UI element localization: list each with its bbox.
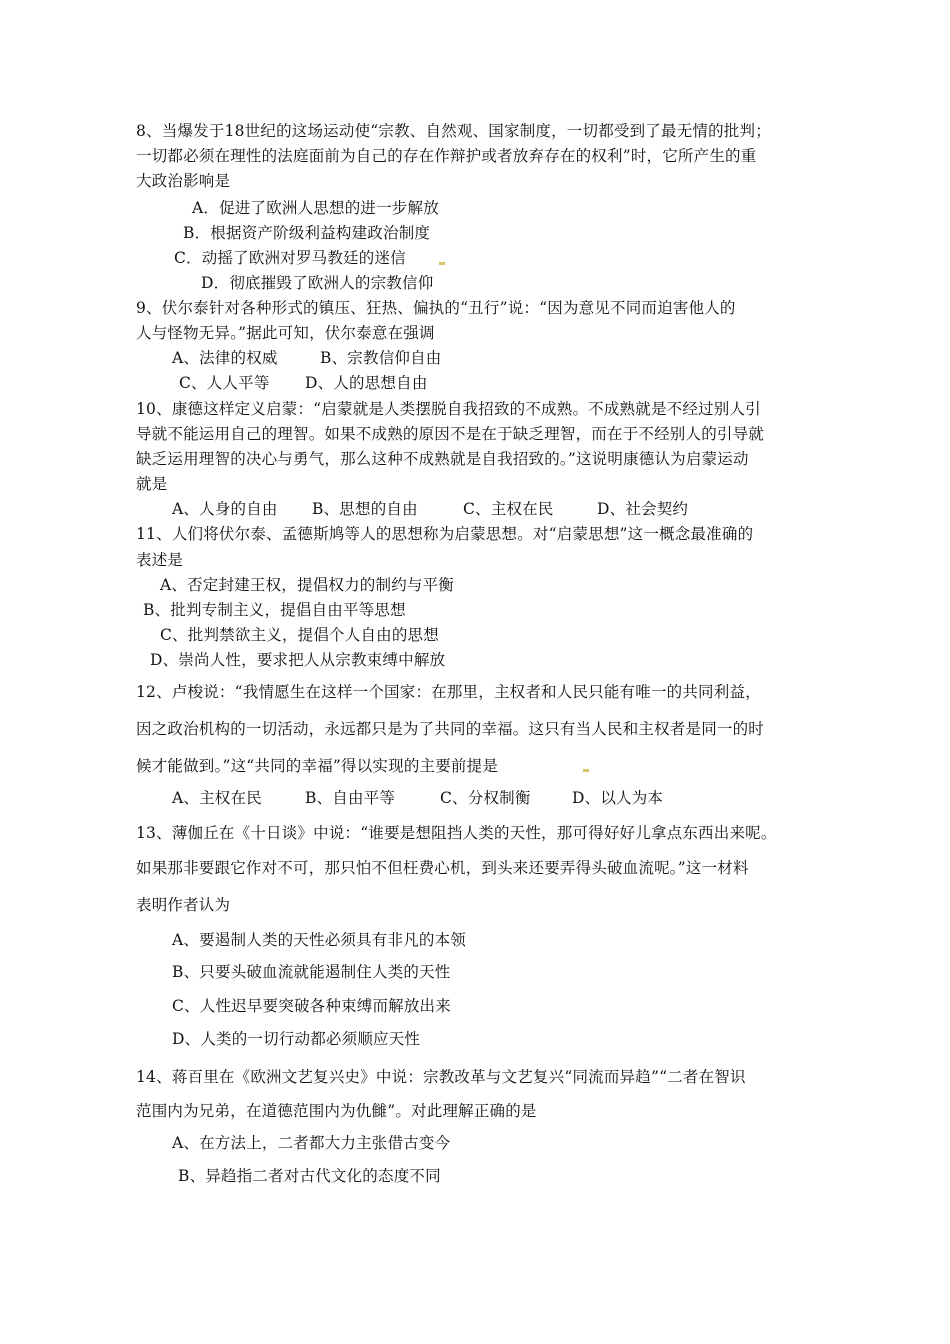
- q13-option-a: A、要遏制人类的天性必须具有非凡的本领: [172, 931, 466, 949]
- q14-option-b: B、异趋指二者对古代文化的态度不同: [178, 1167, 441, 1185]
- q12-stem-line-3: 候才能做到。”这“共同的幸福”得以实现的主要前提是: [136, 757, 499, 775]
- q11-option-b: B、批判专制主义，提倡自由平等思想: [143, 601, 406, 619]
- q13-stem-line-2: 如果那非要跟它作对不可，那只怕不但枉费心机，到头来还要弄得头破血流呢。”这一材料: [136, 859, 749, 877]
- q10-stem-line-4: 就是: [136, 475, 168, 493]
- q13-stem-line-1: 13、薄伽丘在《十日谈》中说：“谁要是想阻挡人类的天性，那可得好好儿拿点东西出来呢。: [136, 824, 777, 842]
- highlight-mark: [439, 262, 445, 265]
- q13-option-d: D、人类的一切行动都必须顺应天性: [172, 1030, 421, 1048]
- q14-stem-line-2: 范围内为兄弟，在道德范围内为仇雠”。对此理解正确的是: [136, 1102, 537, 1120]
- q12-option-a: A、主权在民: [172, 789, 262, 807]
- q9-option-c: C、人人平等: [179, 374, 270, 392]
- q8-stem-line-1: 8、当爆发于18世纪的这场运动使“宗教、自然观、国家制度，一切都受到了最无情的批判；: [136, 122, 771, 140]
- q8-option-c: C．动摇了欧洲对罗马教廷的迷信: [174, 249, 406, 267]
- q14-option-a: A、在方法上，二者都大力主张借古变今: [172, 1134, 451, 1152]
- q10-option-c: C、主权在民: [463, 500, 554, 518]
- highlight-mark: [583, 769, 589, 772]
- q10-option-a: A、人身的自由: [172, 500, 278, 518]
- q12-option-c: C、分权制衡: [440, 789, 531, 807]
- q14-stem-line-1: 14、蒋百里在《欧洲文艺复兴史》中说：宗教改革与文艺复兴“同流而异趋”“二者在智识: [136, 1068, 746, 1086]
- q11-stem-line-1: 11、人们将伏尔泰、孟德斯鸠等人的思想称为启蒙思想。对“启蒙思想”这一概念最准确的: [136, 525, 754, 543]
- q10-stem-line-1: 10、康德这样定义启蒙：“启蒙就是人类摆脱自我招致的不成熟。不成熟就是不经过别人引: [136, 400, 761, 418]
- q11-stem-line-2: 表述是: [136, 551, 184, 569]
- q10-stem-line-2: 导就不能运用自己的理智。如果不成熟的原因不是在于缺乏理智，而在于不经别人的引导就: [136, 425, 765, 443]
- q12-option-b: B、自由平等: [305, 789, 396, 807]
- q9-stem-line-1: 9、伏尔泰针对各种形式的镇压、狂热、偏执的“丑行”说：“因为意见不同而迫害他人的: [136, 299, 736, 317]
- q11-option-d: D、崇尚人性，要求把人从宗教束缚中解放: [150, 651, 446, 669]
- q9-option-a: A、法律的权威: [172, 349, 278, 367]
- q12-option-d: D、以人为本: [572, 789, 664, 807]
- q8-option-d: D．彻底摧毁了欧洲人的宗教信仰: [201, 274, 434, 292]
- q8-option-b: B．根据资产阶级利益构建政治制度: [183, 224, 431, 242]
- q8-option-a: A．促进了欧洲人思想的进一步解放: [192, 199, 439, 217]
- q11-option-c: C、批判禁欲主义，提倡个人自由的思想: [160, 626, 439, 644]
- q8-stem-line-2: 一切都必须在理性的法庭面前为自己的存在作辩护或者放弃存在的权利”时，它所产生的重: [136, 147, 757, 165]
- q8-stem-line-3: 大政治影响是: [136, 172, 231, 190]
- q10-option-d: D、社会契约: [597, 500, 689, 518]
- q13-option-b: B、只要头破血流就能遏制住人类的天性: [172, 963, 451, 981]
- q13-option-c: C、人性迟早要突破各种束缚而解放出来: [172, 997, 451, 1015]
- q9-stem-line-2: 人与怪物无异。”据此可知，伏尔泰意在强调: [136, 324, 435, 342]
- q10-option-b: B、思想的自由: [312, 500, 418, 518]
- q13-stem-line-3: 表明作者认为: [136, 896, 231, 914]
- q12-stem-line-1: 12、卢梭说：“我情愿生在这样一个国家：在那里，主权者和人民只能有唯一的共同利益，: [136, 683, 761, 701]
- q9-option-d: D、人的思想自由: [305, 374, 428, 392]
- q10-stem-line-3: 缺乏运用理智的决心与勇气，那么这种不成熟就是自我招致的。”这说明康德认为启蒙运动: [136, 450, 749, 468]
- q11-option-a: A、否定封建王权，提倡权力的制约与平衡: [160, 576, 454, 594]
- q12-stem-line-2: 因之政治机构的一切活动，永远都只是为了共同的幸福。这只有当人民和主权者是同一的时: [136, 720, 765, 738]
- q9-option-b: B、宗教信仰自由: [320, 349, 442, 367]
